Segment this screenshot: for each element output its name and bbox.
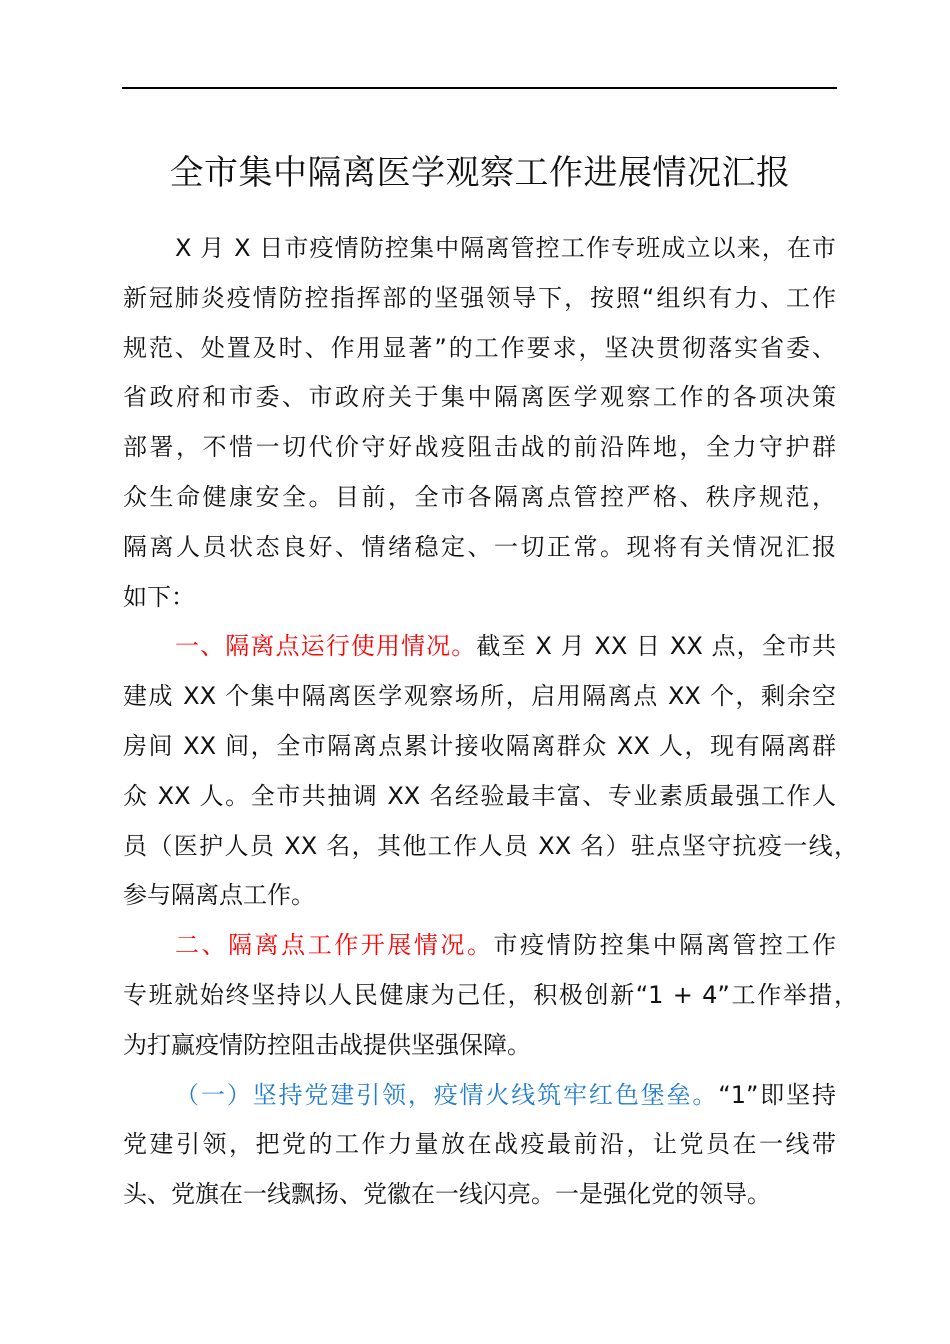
text-line: [123, 480, 836, 514]
text-segment: 规范、处置及时、作用显著”的工作要求，坚决贯彻落实省委、: [123, 333, 836, 362]
subsection-heading: （一）坚持党建引领，疫情火线筑牢红色堡垒。: [175, 1080, 719, 1109]
text-segment: 参与隔离点工作。: [123, 881, 315, 910]
text-line: [123, 380, 836, 414]
text-segment: 员（医护人员 XX 名，其他工作人员 XX 名）驻点坚守抗疫一线，: [123, 831, 858, 860]
text-segment: “1”即坚持: [718, 1080, 837, 1109]
section-heading: 一、隔离点运行使用情况。: [175, 632, 477, 661]
text-segment: 党建引领，把党的工作力量放在战疫最前沿，让党员在一线带: [123, 1130, 836, 1159]
text-segment: 房间 XX 间，全市隔离点累计接收隔离群众 XX 人，现有隔离群: [123, 732, 836, 760]
text-line: [123, 1127, 836, 1161]
text-segment: 省政府和市委、市政府关于集中隔离医学观察工作的各项决策: [123, 383, 836, 412]
text-segment: 众生命健康安全。目前，全市各隔离点管控严格、秩序规范，: [123, 483, 836, 511]
text-line: [123, 829, 858, 863]
text-line: [123, 281, 836, 315]
text-segment: 新冠肺炎疫情防控指挥部的坚强领导下，按照“组织有力、工作: [123, 283, 836, 312]
text-segment: 众 XX 人。全市共抽调 XX 名经验最丰富、专业素质最强工作人: [123, 781, 836, 810]
text-line: [123, 878, 836, 912]
text-line: [123, 679, 836, 713]
section-heading: 二、隔离点工作开展情况。: [175, 931, 494, 960]
text-line: [123, 331, 836, 365]
text-line: [123, 430, 836, 464]
text-segment: 截至 X 月 XX 日 XX 点，全市共: [476, 632, 837, 661]
text-line: [175, 231, 836, 265]
text-line: [175, 928, 836, 962]
text-segment: 建成 XX 个集中隔离医学观察场所，启用隔离点 XX 个，剩余空: [123, 682, 836, 711]
text-line: [123, 729, 836, 763]
text-segment: 头、党旗在一线飘扬、党徽在一线闪亮。一是强化党的领导。: [123, 1180, 771, 1209]
text-segment: 隔离人员状态良好、情绪稳定、一切正常。现将有关情况汇报: [123, 532, 836, 561]
text-line: [175, 629, 836, 663]
text-line: [123, 530, 836, 564]
text-segment: 专班就始终坚持以人民健康为己任，积极创新“1 + 4”工作举措，: [123, 981, 858, 1009]
text-line: [175, 1078, 836, 1112]
document-title: 全市集中隔离医学观察工作进展情况汇报: [169, 153, 791, 193]
text-segment: X 月 X 日市疫情防控集中隔离管控工作专班成立以来，在市: [175, 234, 836, 262]
text-line: [123, 580, 836, 614]
text-segment: 如下：: [123, 582, 195, 611]
header-rule: [122, 87, 837, 89]
text-line: [123, 779, 836, 813]
text-segment: 为打赢疫情防控阻击战提供坚强保障。: [123, 1030, 531, 1059]
text-segment: 市疫情防控集中隔离管控工作: [493, 931, 836, 960]
text-line: [123, 1028, 836, 1062]
text-line: [123, 978, 858, 1012]
text-line: [123, 1177, 836, 1211]
text-segment: 部署，不惜一切代价守好战疫阻击战的前沿阵地，全力守护群: [123, 433, 836, 462]
